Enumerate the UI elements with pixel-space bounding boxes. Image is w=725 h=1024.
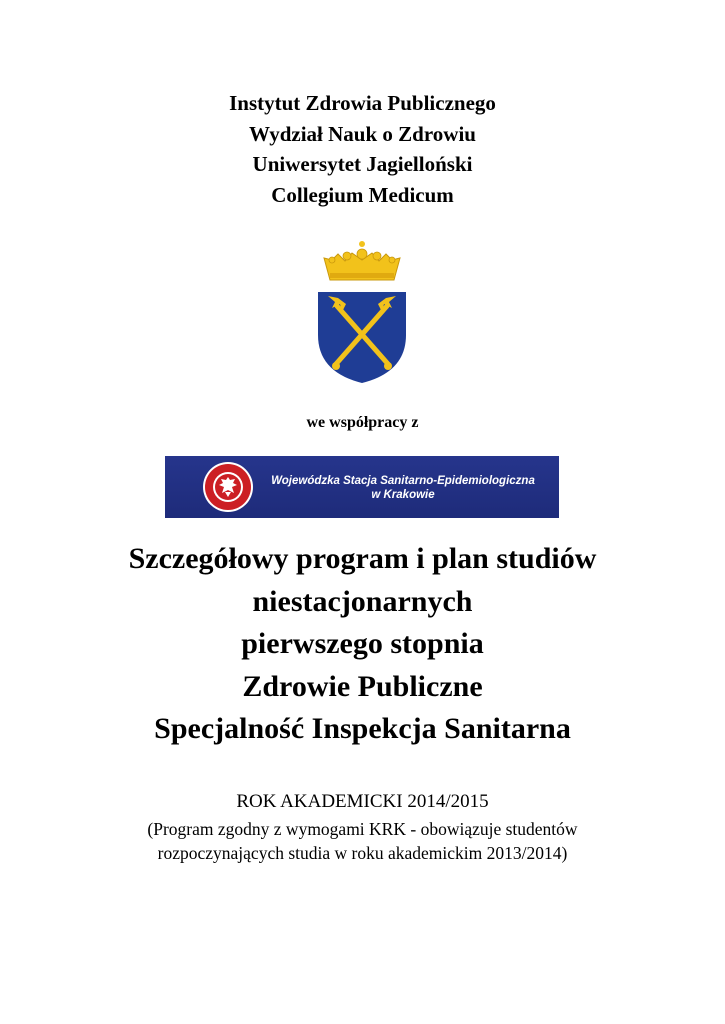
partner-name xyxy=(263,474,543,502)
program-note-line2: rozpoczynających studia w roku akademickim 2013/2014) xyxy=(157,842,568,863)
institute-name: Instytut Zdrowia Publicznego xyxy=(229,91,496,115)
partner-name-line2: w Krakowie xyxy=(371,489,435,501)
partner-banner xyxy=(165,456,559,518)
title-line-4: Zdrowie Publiczne xyxy=(242,669,483,703)
title-line-2: niestacjonarnych xyxy=(252,584,473,618)
partner-name-line1: Wojewódzka Stacja Sanitarno-Epidemiologiczna xyxy=(271,475,535,487)
college-name: Collegium Medicum xyxy=(271,182,454,207)
jagiellonian-crest-icon xyxy=(312,240,412,385)
document-title xyxy=(0,538,725,751)
crown-icon xyxy=(324,241,400,280)
cooperation-label: we współpracy z xyxy=(306,414,419,431)
sanitary-inspection-seal-icon xyxy=(202,461,254,513)
title-line-3: pierwszego stopnia xyxy=(241,627,484,660)
program-note xyxy=(0,818,725,865)
title-line-5: Specjalność Inspekcja Sanitarna xyxy=(154,712,571,745)
university-name: Uniwersytet Jagielloński xyxy=(252,152,473,176)
title-line-1: Szczegółowy program i plan studiów xyxy=(128,542,597,575)
institution-header xyxy=(0,88,725,210)
program-note-line1: (Program zgodny z wymogami KRK - obowiązuje studentów xyxy=(147,819,578,839)
faculty-name: Wydział Nauk o Zdrowiu xyxy=(249,121,476,146)
academic-year: ROK AKADEMICKI 2014/2015 xyxy=(236,791,489,812)
